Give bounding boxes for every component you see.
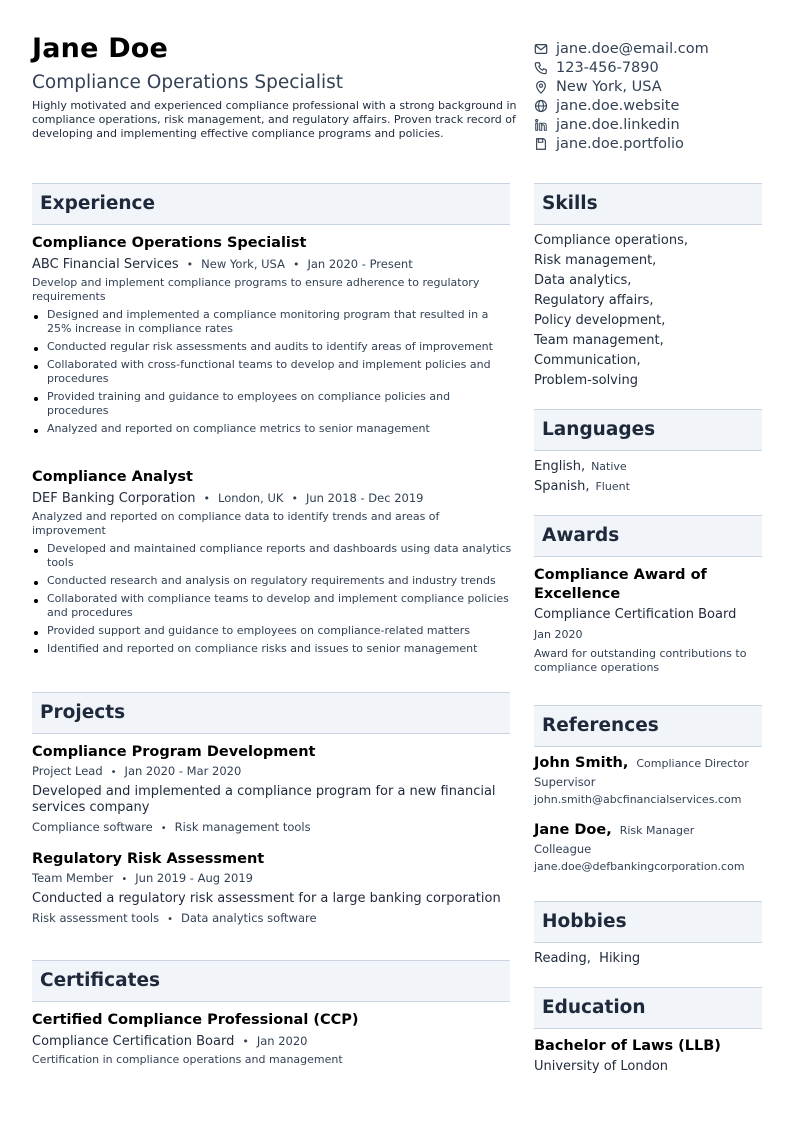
language-level: Native bbox=[591, 460, 627, 473]
job-title: Compliance Analyst bbox=[32, 469, 193, 485]
project-tools bbox=[32, 910, 512, 928]
references-heading-text: References bbox=[542, 715, 659, 736]
project-dates: Jan 2020 - Mar 2020 bbox=[124, 764, 242, 778]
reference-item bbox=[534, 822, 762, 875]
award-item bbox=[534, 566, 762, 675]
award-description: Award for outstanding contributions to compliance operations bbox=[534, 647, 747, 674]
experience-item bbox=[32, 234, 512, 440]
education-item bbox=[534, 1037, 762, 1075]
certificates-heading bbox=[32, 960, 510, 1002]
hobbies-heading bbox=[534, 901, 762, 943]
skill-item: Data analytics, bbox=[534, 273, 632, 288]
job-dates: Jan 2020 - Present bbox=[307, 257, 413, 271]
award-date: Jan 2020 bbox=[534, 628, 583, 641]
job-meta bbox=[32, 255, 512, 274]
skill-item: Team management, bbox=[534, 333, 664, 348]
skill-item: Regulatory affairs, bbox=[534, 293, 654, 308]
mail-icon bbox=[534, 42, 548, 56]
summary: Highly motivated and experienced compliance professional with a strong background in compliance operations, risk management, and regulatory affairs. Proven track record of developing and implementing effective compliance programs and policies. bbox=[32, 99, 517, 140]
skills-heading-text: Skills bbox=[542, 193, 598, 214]
job-bullets bbox=[32, 308, 512, 436]
project-tool: Risk management tools bbox=[174, 820, 311, 834]
certificates-heading-text: Certificates bbox=[40, 970, 160, 991]
project-tool: Data analytics software bbox=[181, 911, 317, 925]
list-item: Provided training and guidance to employees on compliance policies and procedures bbox=[32, 390, 512, 418]
experience-heading-text: Experience bbox=[40, 193, 156, 214]
skill-item: Communication, bbox=[534, 353, 641, 368]
list-item: Conducted regular risk assessments and audits to identify areas of improvement bbox=[32, 340, 512, 354]
project-title: Compliance Program Development bbox=[32, 744, 316, 760]
language-item bbox=[534, 457, 762, 477]
language-item bbox=[534, 477, 762, 497]
skill-item: Risk management, bbox=[534, 253, 657, 268]
certificate-item bbox=[32, 1011, 512, 1067]
education-school: University of London bbox=[534, 1059, 669, 1074]
separator-dot: • bbox=[292, 258, 300, 271]
contact-linkedin[interactable] bbox=[534, 115, 774, 134]
project-meta bbox=[32, 870, 512, 888]
experience-item bbox=[32, 468, 512, 660]
phone-icon bbox=[534, 61, 548, 75]
language-name: Spanish, bbox=[534, 479, 590, 494]
job-bullets bbox=[32, 542, 512, 656]
projects-heading bbox=[32, 692, 510, 734]
separator-dot: • bbox=[242, 1035, 249, 1048]
skills-list bbox=[534, 231, 762, 391]
contact-location bbox=[534, 77, 774, 96]
award-title: Compliance Award of Excellence bbox=[534, 567, 707, 602]
languages-list bbox=[534, 457, 762, 497]
certificate-description: Certification in compliance operations and management bbox=[32, 1053, 343, 1066]
contact-website[interactable] bbox=[534, 96, 774, 115]
list-item: Developed and maintained compliance reports and dashboards using data analytics tools bbox=[32, 542, 512, 570]
job-description: Develop and implement compliance programs to ensure adherence to regulatory requirements bbox=[32, 276, 480, 303]
list-item: Analyzed and reported on compliance metrics to senior management bbox=[32, 422, 512, 436]
contact-phone-text: 123-456-7890 bbox=[556, 59, 659, 76]
contact-portfolio[interactable] bbox=[534, 134, 774, 153]
separator-dot: • bbox=[186, 258, 194, 271]
education-heading bbox=[534, 987, 762, 1029]
project-item bbox=[32, 743, 512, 837]
reference-header bbox=[534, 755, 762, 771]
award-issuer: Compliance Certification Board bbox=[534, 607, 737, 622]
references-heading bbox=[534, 705, 762, 747]
project-meta bbox=[32, 763, 512, 781]
project-description: Developed and implemented a compliance program for a new financial services company bbox=[32, 784, 496, 815]
reference-name: Jane Doe, bbox=[534, 822, 612, 838]
contact-website-text: jane.doe.website bbox=[556, 97, 680, 114]
contact-list bbox=[534, 39, 774, 153]
reference-email[interactable]: john.smith@abcfinancialservices.com bbox=[534, 793, 742, 806]
job-description: Analyzed and reported on compliance data to identify trends and areas of improvement bbox=[32, 510, 440, 537]
reference-name: John Smith, bbox=[534, 755, 629, 771]
projects-heading-text: Projects bbox=[40, 702, 126, 723]
list-item: Designed and implemented a compliance monitoring program that resulted in a 25% increase in compliance rates bbox=[32, 308, 512, 336]
project-tools bbox=[32, 819, 512, 837]
separator-dot: • bbox=[167, 914, 173, 925]
contact-location-text: New York, USA bbox=[556, 78, 662, 95]
candidate-title: Compliance Operations Specialist bbox=[32, 72, 344, 93]
certificate-issuer: Compliance Certification Board bbox=[32, 1034, 235, 1049]
skills-heading bbox=[534, 183, 762, 225]
hobbies-text: Reading, Hiking bbox=[534, 951, 641, 966]
languages-heading bbox=[534, 409, 762, 451]
job-dates: Jun 2018 - Dec 2019 bbox=[305, 491, 424, 505]
list-item: Collaborated with cross-functional teams to develop and implement policies and procedures bbox=[32, 358, 512, 386]
project-dates: Jun 2019 - Aug 2019 bbox=[135, 871, 253, 885]
project-role: Project Lead bbox=[32, 764, 103, 778]
education-heading-text: Education bbox=[542, 997, 646, 1018]
skill-item: Problem-solving bbox=[534, 373, 638, 388]
awards-heading bbox=[534, 515, 762, 557]
project-item bbox=[32, 850, 512, 928]
project-title: Regulatory Risk Assessment bbox=[32, 851, 265, 867]
job-location: London, UK bbox=[218, 491, 284, 505]
separator-dot: • bbox=[160, 823, 167, 834]
linkedin-icon bbox=[534, 118, 548, 132]
list-item: Collaborated with compliance teams to develop and implement compliance policies and procedures bbox=[32, 592, 512, 620]
skill-item: Compliance operations, bbox=[534, 233, 688, 248]
list-item: Identified and reported on compliance risks and issues to senior management bbox=[32, 642, 512, 656]
job-company: DEF Banking Corporation bbox=[32, 491, 196, 506]
project-description: Conducted a regulatory risk assessment for a large banking corporation bbox=[32, 891, 501, 906]
certificate-date: Jan 2020 bbox=[256, 1034, 308, 1048]
language-name: English, bbox=[534, 459, 586, 474]
references-list bbox=[534, 755, 762, 889]
job-company: ABC Financial Services bbox=[32, 257, 179, 272]
contact-email[interactable] bbox=[534, 39, 774, 58]
reference-relation: Supervisor bbox=[534, 775, 596, 789]
languages-heading-text: Languages bbox=[542, 419, 656, 440]
separator-dot: • bbox=[203, 492, 211, 505]
reference-title: Compliance Director bbox=[636, 757, 749, 770]
separator-dot: • bbox=[291, 492, 298, 505]
reference-title: Risk Manager bbox=[619, 824, 695, 837]
separator-dot: • bbox=[121, 874, 128, 885]
project-tool: Compliance software bbox=[32, 820, 153, 834]
contact-linkedin-text: jane.doe.linkedin bbox=[556, 116, 680, 133]
project-tool: Risk assessment tools bbox=[32, 911, 160, 925]
contact-phone[interactable] bbox=[534, 58, 774, 77]
location-pin-icon bbox=[534, 80, 548, 94]
experience-heading bbox=[32, 183, 510, 225]
reference-item bbox=[534, 755, 762, 808]
education-degree: Bachelor of Laws (LLB) bbox=[534, 1038, 721, 1054]
separator-dot: • bbox=[110, 767, 117, 778]
language-level: Fluent bbox=[595, 480, 630, 493]
reference-header bbox=[534, 822, 762, 838]
skill-item: Policy development, bbox=[534, 313, 666, 328]
job-title: Compliance Operations Specialist bbox=[32, 235, 307, 251]
list-item: Conducted research and analysis on regulatory requirements and industry trends bbox=[32, 574, 512, 588]
certificate-meta bbox=[32, 1032, 512, 1051]
contact-portfolio-text: jane.doe.portfolio bbox=[556, 135, 684, 152]
certificate-title: Certified Compliance Professional (CCP) bbox=[32, 1012, 359, 1028]
list-item: Provided support and guidance to employees on compliance-related matters bbox=[32, 624, 512, 638]
job-meta bbox=[32, 489, 512, 508]
contact-email-text: jane.doe@email.com bbox=[556, 40, 709, 57]
reference-email[interactable]: jane.doe@defbankingcorporation.com bbox=[534, 860, 745, 873]
portfolio-icon bbox=[534, 137, 548, 151]
hobbies-heading-text: Hobbies bbox=[542, 911, 627, 932]
job-location: New York, USA bbox=[201, 257, 285, 271]
awards-heading-text: Awards bbox=[542, 525, 620, 546]
reference-relation: Colleague bbox=[534, 842, 592, 856]
globe-icon bbox=[534, 99, 548, 113]
candidate-name: Jane Doe bbox=[32, 33, 169, 64]
project-role: Team Member bbox=[32, 871, 114, 885]
